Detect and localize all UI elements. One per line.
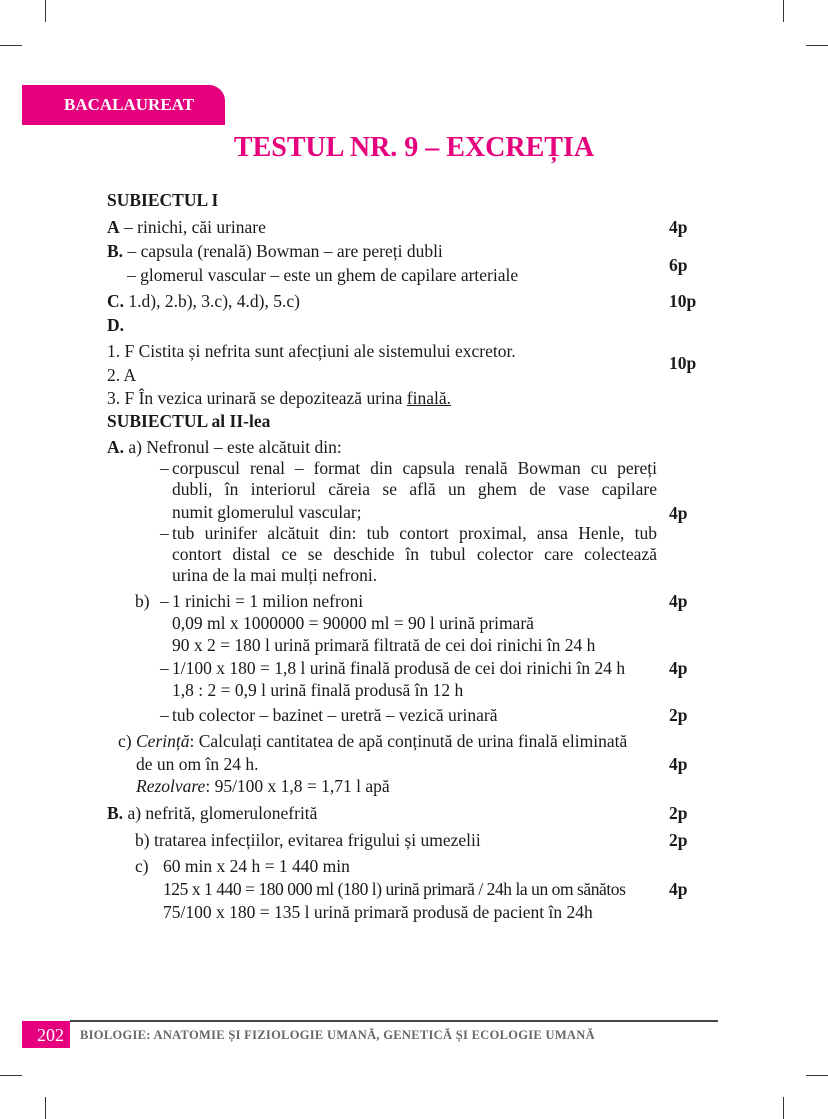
points: 10p xyxy=(669,291,697,311)
section-heading: SUBIECTUL al II-lea xyxy=(107,411,271,431)
points: 4p xyxy=(669,591,688,611)
text-line: 0,09 ml x 1000000 = 90000 ml = 90 l urină primară xyxy=(172,613,534,633)
crop-mark xyxy=(0,1075,22,1076)
points: 2p xyxy=(669,705,688,725)
text-line: dubli, în interiorul căreia se află un ghem de vase capilare xyxy=(172,479,657,499)
answer-b-a: B. a) nefrită, glomerulonefrită xyxy=(107,803,318,823)
points: 4p xyxy=(669,503,688,523)
text-line: 75/100 x 180 = 135 l urină primară produsă de pacient în 24h xyxy=(163,902,593,922)
answer-b-line: B. – capsula (renală) Bowman – are pereți dubli xyxy=(107,241,443,261)
dash: – xyxy=(160,705,169,725)
crop-mark xyxy=(806,45,828,46)
footer-title: BIOLOGIE: ANATOMIE ȘI FIZIOLOGIE UMANĂ, GENETICĂ ȘI ECOLOGIE UMANĂ xyxy=(80,1028,595,1042)
answer-c: C. 1.d), 2.b), 3.c), 4.d), 5.c) xyxy=(107,291,300,311)
crop-mark xyxy=(806,1075,828,1076)
answer-a-a: A. a) Nefronul – este alcătuit din: xyxy=(107,437,342,457)
answer-d-line: 2. A xyxy=(107,365,137,385)
text-line: numit glomerulul vascular; xyxy=(172,502,362,522)
text-line: corpuscul renal – format din capsula renală Bowman cu pereți xyxy=(172,458,657,478)
text-line: tub colector – bazinet – uretră – vezică urinară xyxy=(172,705,498,725)
text-line: 60 min x 24 h = 1 440 min xyxy=(163,856,350,876)
answer-a: A – rinichi, căi urinare xyxy=(107,217,266,237)
answer-b-line: – glomerul vascular – este un ghem de capilare arteriale xyxy=(127,265,519,285)
item-label: c) xyxy=(135,856,149,876)
answer-b-b: b) tratarea infecțiilor, evitarea frigului și umezelii xyxy=(135,830,481,850)
footer-rule xyxy=(70,1020,718,1022)
text-line: 90 x 2 = 180 l urină primară filtrată de cei doi rinichi în 24 h xyxy=(172,635,596,655)
points: 4p xyxy=(669,754,688,774)
crop-mark xyxy=(45,0,46,22)
points: 4p xyxy=(669,879,688,899)
answer-d-line: 3. F În vezica urinară se depozitează urina finală. xyxy=(107,388,452,408)
text-line: 1 rinichi = 1 milion nefroni xyxy=(172,591,364,611)
text-line: contort distal ce se deschide în tubul colector care colectează xyxy=(172,544,657,564)
crop-mark xyxy=(783,0,784,22)
text-line: urina de la mai mulți nefroni. xyxy=(172,565,378,585)
points: 4p xyxy=(669,658,688,678)
requirement-line: Cerință: Calculați cantitatea de apă conținută de urina finală eliminată xyxy=(136,731,628,751)
text-line: 1/100 x 180 = 1,8 l urină finală produsă de cei doi rinichi în 24 h xyxy=(172,658,626,678)
text-line: 1,8 : 2 = 0,9 l urină finală produsă în 12 h xyxy=(172,680,464,700)
dash: – xyxy=(160,523,169,543)
points: 6p xyxy=(669,255,688,275)
crop-mark xyxy=(783,1097,784,1119)
crop-mark xyxy=(0,45,22,46)
page-title: TESTUL NR. 9 – EXCREȚIA xyxy=(233,132,595,163)
text-line: 125 x 1 440 = 180 000 ml (180 l) urină primară / 24h la un om sănătos xyxy=(163,879,626,899)
points: 2p xyxy=(669,803,688,823)
dash: – xyxy=(160,658,169,678)
dash: – xyxy=(160,458,169,478)
points: 4p xyxy=(669,217,688,237)
text-line: tub urinifer alcătuit din: tub contort proximal, ansa Henle, tub xyxy=(172,523,657,543)
requirement-line: de un om în 24 h. xyxy=(136,754,259,774)
points: 2p xyxy=(669,830,688,850)
page-number: 202 xyxy=(22,1021,70,1048)
section-heading: SUBIECTUL I xyxy=(107,190,219,210)
points: 10p xyxy=(669,353,697,373)
item-label: b) xyxy=(135,591,150,611)
answer-d-line: 1. F Cistita și nefrita sunt afecțiuni ale sistemului excretor. xyxy=(107,341,516,361)
dash: – xyxy=(160,591,169,611)
answer-d-label: D. xyxy=(107,315,125,335)
solution-line: Rezolvare: 95/100 x 1,8 = 1,71 l apă xyxy=(136,776,390,796)
item-label: c) xyxy=(118,731,132,751)
crop-mark xyxy=(45,1097,46,1119)
section-tag: BACALAUREAT xyxy=(22,85,225,125)
